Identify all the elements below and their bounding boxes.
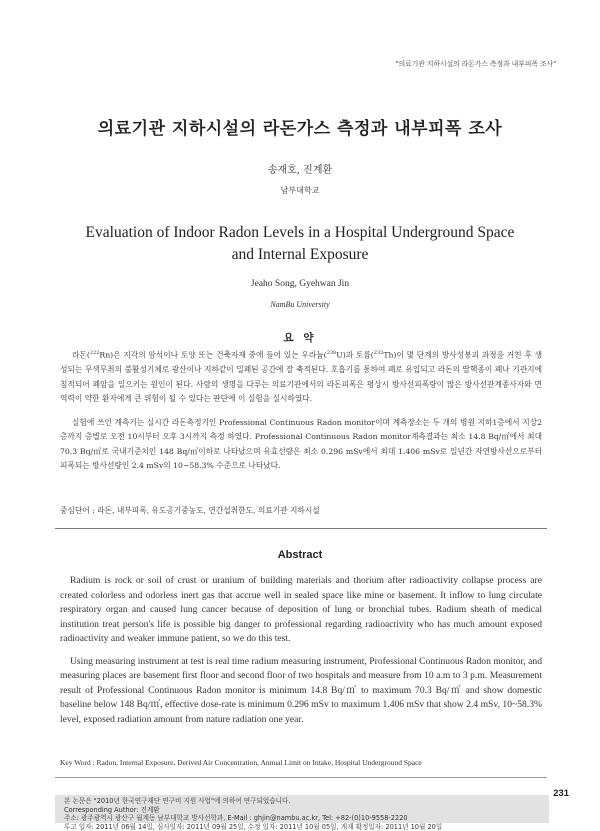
- english-abstract-paragraph-2: Using measuring instrument at test is real time radium measuring instrument, Professional Continuous Radon monitor, and measuring places are basement first floor and second floor of two hospitals and measure from 10 a.m to 3 p.m. Measurement result of Professional Continuous Radon monitor is minimum 14.8 Bq/㎥ to maximum 70.3 Bq/㎥ and show domestic baseline below 148 Bq/㎥, effective dose-rate is minimum 0.296 mSv to maximum 1.406 mSv that show 2.4 mSv, 10~58.3% level, exposed radiation amount from nature radiation one year.: [60, 655, 542, 728]
- korean-authors: 송재호, 진계환: [0, 161, 600, 176]
- text-span: Rn)은 지각의 암석이나 토양 또는 건축자재 중에 들어 있는 우라늄(: [99, 351, 326, 360]
- footnote-funding: 본 논문은 "2010년 한국연구재단 연구비 지원 사업"에 의하여 연구되었습니다.: [64, 797, 544, 806]
- english-abstract-paragraph-1: Radium is rock or soil of crust or uranium of building materials and thorium after radioactivity collapse process are created colorless and odorless inert gas that accrue well in sealed space like mine or basement. It inflow to lung circulate respiratory organ and caused lung cancer because of deposition of lung or bronchial tubes. Radium sheath of medical institution treat person's life is possible big danger to professional regarding radioactivity who has much amount exposed radioactivity and weaker immune patient, so we do this test.: [60, 574, 542, 647]
- korean-keywords: 중심단어 : 라돈, 내부피폭, 유도공기중농도, 연간섭취한도, 의료기관 지하시설: [60, 505, 542, 516]
- korean-abstract-heading: 요 약: [0, 330, 600, 345]
- english-abstract-heading: Abstract: [0, 549, 600, 561]
- running-header: "의료기관 지하시설의 라돈가스 측정과 내부피폭 조사": [395, 59, 556, 69]
- english-affiliation: NamBu University: [0, 300, 600, 309]
- english-authors: Jeaho Song, Gyehwan Jin: [0, 279, 600, 289]
- english-title-line1: Evaluation of Indoor Radon Levels in a Hospital Underground Space: [0, 222, 600, 244]
- text-span: U)과 토륨(: [336, 351, 374, 360]
- superscript: 222: [90, 350, 100, 356]
- korean-abstract: [60, 346, 542, 483]
- footnote-corresponding-author: Corresponding Author: 진계환: [64, 806, 544, 815]
- footnote-dates: 투고 일자: 2011년 06월 14일, 심사일자: 2011년 09월 25일, 수정 일자: 2011년 10월 05일, 게재 확정일자: 2011년 10월 20일: [64, 823, 544, 831]
- english-abstract: [60, 574, 542, 735]
- footer-divider: [55, 777, 547, 778]
- korean-title: 의료기관 지하시설의 라돈가스 측정과 내부피폭 조사: [0, 114, 600, 139]
- english-title-line2: and Internal Exposure: [0, 244, 600, 266]
- english-keywords: Key Word : Radon, Internal Exposure, Derived Air Concentration, Annual Limit on Intake, Hospital Underground Space: [60, 758, 422, 767]
- korean-abstract-paragraph-2: 실험에 쓰인 계측기는 실시간 라돈측정기인 Professional Continuous Radon monitor이며 계측장소는 두 개의 병원 지하1층에서 지상2층까지 층별로 오전 10시부터 오후 3시까지 측정 하였다. Professional Continuous Radon monitor계측결과는 최소 14.8 Bq/㎥에서 최대 70.3 Bq/㎥로 국내기준치인 148 Bq/㎥이하로 나타났으며 유효선량은 최소 0.296 mSv에서 최대 1.406 mSv로 일년간 자연방사선으로부터 피폭되는 방사선량인 2.4 mSv의 10~58.3% 수준으로 나타났다.: [60, 416, 542, 474]
- footnote: [64, 797, 544, 831]
- page-number: 231: [553, 788, 569, 799]
- korean-abstract-paragraph-1: [60, 346, 542, 407]
- divider: [55, 528, 547, 529]
- footnote-address: 주소: 광주광역시 광산구 월계동 남부대학교 방사선학과, E-Mail : ghjin@nambu.ac.kr, Tel: +82-(0)10-9558-2220: [64, 814, 544, 823]
- text-span: Th)이 몇 단계의 방사성붕괴 과정을 거친 후 생성되는 무색무취의 불활성기체로 광산이나 지하같이 밀폐된 공간에 잘 축적된다. 호흡기를 통하여 폐로 유입되고 라돈의 딸핵종이 폐나 기관지에 침적되어 폐암을 일으키는 원인이 된다. 사람의 생명을 다루는 의료기관에서의 라돈피폭은 평상시 방사선피폭량이 많은 방사선관계종사자와 면역력이 약한 환자에게 큰 위험이 될 수 있다는 판단에 이 실험을 실시하였다.: [60, 351, 542, 404]
- korean-affiliation: 남부대학교: [0, 185, 600, 196]
- text-span: 라돈(: [72, 351, 90, 360]
- superscript: 232: [374, 350, 384, 356]
- english-title: [0, 222, 600, 266]
- superscript: 238: [327, 350, 337, 356]
